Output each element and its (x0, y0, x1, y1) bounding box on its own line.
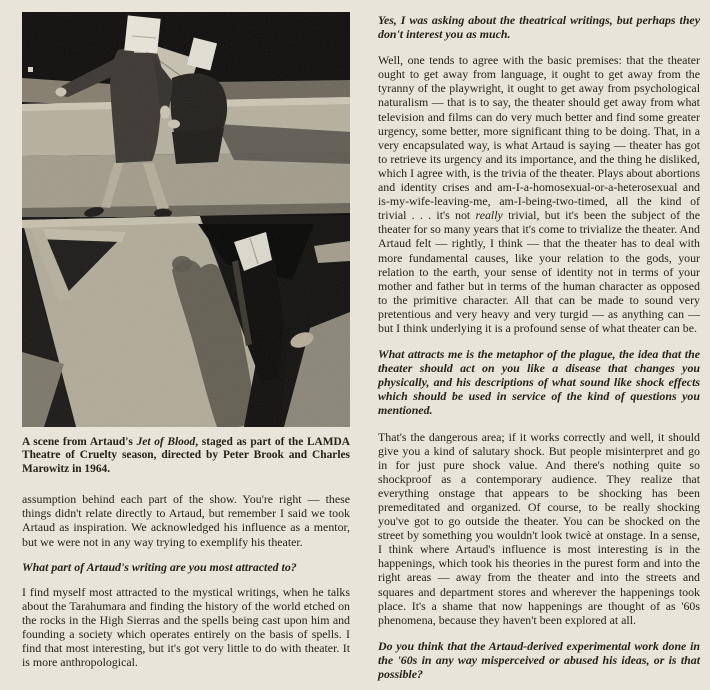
photo-caption-pre: A scene from Artaud's (22, 436, 137, 448)
interview-question-writings: What part of Artaud's writing are you most attracted to? (22, 559, 297, 574)
answer-premises-post: trivial, but it's been the subject of the theater for so many years that it's come to trivialize the theater. And Artaud felt — rightly, I think — that the theater has to deal with more fundamental causes, like your relation to the gods, your relation to the earth, your sense of identity not in terms of your mother and father but in terms of the human character as opposed to the primitive character. All that can be made to sound very pretentious and very heavy and very turgid — as anything can — but I think underlying it is a profound sense of what theater can be. (378, 208, 700, 335)
photo-caption-post: , staged as part of the LAMDA Theatre of Cruelty season, directed by Peter Brook and Charles Marowitz in 1964. (22, 436, 350, 475)
photo-caption (22, 436, 350, 476)
answer-paragraph-shock: That's the dangerous area; if it works correctly and well, it should give you a kind of salutary shock. But people misinterpret and go in for just pure shock value. And there's nothing quite so shockproof as a contemporary audience. They realize that everything onstage that appears to be shocking has been premeditated and organized. Of course, to be really shocking you've got to go outside the theater. You can be shocked on the street by something you wouldn't look twicè at onstage. In a sense, I think where Artaud's influence is most interesting is in the happenings, which took his theories in the purest form and into the right areas — away from the theater and into the streets and squares and department stores and wherever the happenings took place. It's a shame that now happenings are thought of as '60s phenomena, because they haven't been explored at all. (378, 429, 700, 627)
right-column (378, 13, 700, 690)
stage-photo (22, 12, 350, 427)
interview-question-theatrical: Yes, I was asking about the theatrical writings, but perhaps they don't interest you as much. (378, 13, 700, 42)
photo-caption-work-title: Jet of Blood (136, 436, 196, 448)
answer-premises-pre: Well, one tends to agree with the basic premises: that the theater ought to get away from language, it ought to get away from the tyranny of the playwright, it ought to get away from psychological naturalism — that is to say, the theater should get away from what television and films can do very much better and find some greater urgency, some better, more significant thing to be doing. That, in a very encapsulated way, is what Artaud is saying — theater has got to retrieve its urgency and its importance, and the thing he disliked, which I agree with, is the trivia of the theater. Plays about abortions and identity crises and am-I-a-homosexual-or-a-heterosexual and is-my-wife-leaving-me, am-I-being-two-timed, all the kind of trivial . . . it's not (378, 53, 700, 223)
answer-paragraph-mystical: I find myself most attracted to the mystical writings, when he talks about the Tarahumara and finding the history of the world etched on the rocks in the High Sierras and the spells being cast upon him and founding a society which operates entirely on the basis of spells. I find that most interesting, but it's got very little to do with theater. It is more anthropological. (22, 584, 350, 670)
interview-question-sixties: Do you think that the Artaud-derived experimental work done in the '60s in any way misperceived or abused his ideas, or is that possible? (378, 638, 700, 682)
answer-paragraph-premises (378, 53, 700, 335)
interview-question-plague: What attracts me is the metaphor of the plague, the idea that the theater should act on you like a disease that changes you physically, and his descriptions of what sound like shock effects which should be used in service of the kind of questions you mentioned. (378, 347, 700, 418)
answer-paragraph-continued: assumption behind each part of the show. You're right — these things didn't relate directly to Artaud, but remember I said we took Artaud as inspiration. We acknowledged his influence as a mentor, but we were not in any way trying to exemplify his theater. (22, 492, 350, 549)
answer-premises-emphasis: really (475, 208, 503, 223)
photo-grain-overlay (22, 12, 350, 427)
left-column (22, 12, 350, 680)
